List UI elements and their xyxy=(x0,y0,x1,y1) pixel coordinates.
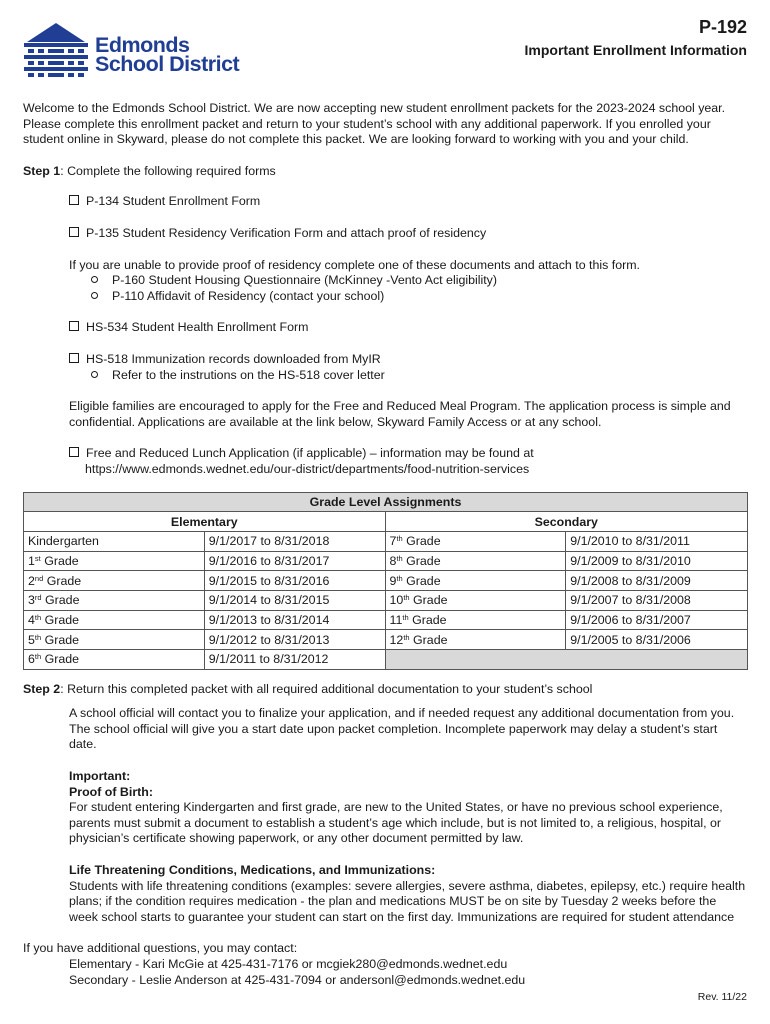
intro-paragraph: Welcome to the Edmonds School District. We are now accepting new student enrollment packets for the 2023-2024 school year. Please complete this enrollment packet and return to your student’s school with any additional paperwork. If you enrolled your student online in Skyward, please do not complete this packet. We are looking forward to working with you and your child. xyxy=(23,101,726,147)
table-row xyxy=(24,590,748,610)
residency-option-label: P-110 Affidavit of Residency (contact your school) xyxy=(112,288,385,303)
checklist-item-p135 xyxy=(69,226,748,242)
date-cell: 9/1/2016 to 8/31/2017 xyxy=(204,551,385,571)
step1-label: Step 1 xyxy=(23,163,61,178)
grade-cell: 12th Grade xyxy=(385,630,566,650)
hs518-note xyxy=(91,368,748,384)
page-title: Important Enrollment Information xyxy=(524,42,747,58)
grade-cell: Kindergarten xyxy=(24,531,205,551)
bullet-circle-icon xyxy=(91,276,98,283)
checklist-label: HS-534 Student Health Enrollment Form xyxy=(86,320,309,335)
secondary-header: Secondary xyxy=(385,512,747,532)
residency-option xyxy=(91,273,748,289)
date-cell: 9/1/2008 to 8/31/2009 xyxy=(566,571,748,591)
step1-text: : Complete the following required forms xyxy=(60,163,276,178)
document-body xyxy=(23,101,748,988)
step2-text: : Return this completed packet with all required additional documentation to your student’s school xyxy=(60,681,593,696)
empty-cell xyxy=(385,650,747,670)
date-cell: 9/1/2013 to 8/31/2014 xyxy=(204,610,385,630)
grade-cell: 6th Grade xyxy=(24,650,205,670)
checklist-label: HS-518 Immunization records downloaded from MyIR xyxy=(86,351,381,366)
table-row xyxy=(24,531,748,551)
checkbox-icon xyxy=(69,321,79,331)
contact-secondary: Secondary - Leslie Anderson at 425-431-7094 or andersonl@edmonds.wednet.edu xyxy=(69,972,526,987)
checkbox-icon xyxy=(69,447,79,457)
grade-cell: 8th Grade xyxy=(385,551,566,571)
logo-wordmark xyxy=(95,33,240,76)
grade-cell: 1st Grade xyxy=(24,551,205,571)
date-cell: 9/1/2017 to 8/31/2018 xyxy=(204,531,385,551)
proof-of-birth-heading: Proof of Birth: xyxy=(69,784,153,799)
elementary-header: Elementary xyxy=(24,512,386,532)
date-cell: 9/1/2014 to 8/31/2015 xyxy=(204,590,385,610)
date-cell: 9/1/2006 to 8/31/2007 xyxy=(566,610,748,630)
contact-elementary: Elementary - Kari McGie at 425-431-7176 or mcgiek280@edmonds.wednet.edu xyxy=(69,957,508,971)
residency-note: If you are unable to provide proof of residency complete one of these documents and attach to this form. xyxy=(69,257,640,272)
grade-cell: 2nd Grade xyxy=(24,571,205,591)
logo-line-1: Edmonds xyxy=(95,33,190,57)
date-cell: 9/1/2011 to 8/31/2012 xyxy=(204,650,385,670)
grade-cell: 4th Grade xyxy=(24,610,205,630)
step2-label: Step 2 xyxy=(23,681,61,696)
hs518-note-label: Refer to the instrutions on the HS-518 cover letter xyxy=(112,367,385,382)
district-logo xyxy=(23,22,263,78)
lunch-url[interactable]: https://www.edmonds.wednet.edu/our-district/departments/food-nutrition-services xyxy=(85,461,530,476)
form-number: P-192 xyxy=(698,17,747,37)
residency-option xyxy=(91,289,748,305)
bullet-circle-icon xyxy=(91,371,98,378)
date-cell: 9/1/2015 to 8/31/2016 xyxy=(204,571,385,591)
table-row xyxy=(24,571,748,591)
proof-of-birth-text: For student entering Kindergarten and first grade, are new to the United States, or have no previous school experience, parents must submit a document to establish a student’s age which include, but is not limited to, a religious, hospital, or physician’s certificate showing paperwork, or any other document permitted by law. xyxy=(69,800,723,846)
important-heading: Important: xyxy=(69,769,131,784)
grade-cell: 7th Grade xyxy=(385,531,566,551)
life-threatening-heading: Life Threatening Conditions, Medications, and Immunizations: xyxy=(69,863,436,878)
step2-heading xyxy=(23,682,748,698)
table-title: Grade Level Assignments xyxy=(24,492,748,512)
date-cell: 9/1/2005 to 8/31/2006 xyxy=(566,630,748,650)
grade-level-table xyxy=(23,492,748,670)
table-row xyxy=(24,650,748,670)
checkbox-icon xyxy=(69,195,79,205)
step1-heading xyxy=(23,164,748,180)
step2-note: A school official will contact you to finalize your application, and if needed request any additional documentation from you. The school official will give you a start date upon packet completion. Incomplete paperwork may delay a student’s start date. xyxy=(69,706,735,752)
date-cell: 9/1/2007 to 8/31/2008 xyxy=(566,590,748,610)
checklist-item-p134 xyxy=(69,194,748,210)
checklist-item-hs534 xyxy=(69,320,748,336)
checkbox-icon xyxy=(69,353,79,363)
table-row xyxy=(24,610,748,630)
table-row xyxy=(24,630,748,650)
grade-cell: 11th Grade xyxy=(385,610,566,630)
life-threatening-text: Students with life threatening conditions (examples: severe allergies, severe asthma, diabetes, epilepsy, etc.) require health plans; if the condition requires medication - the plan and medications MUST be on site by Tuesday 2 weeks before the week school starts to guarantee your student can start on the first day. Immunizations are required for student attendance xyxy=(69,878,746,924)
grade-cell: 3rd Grade xyxy=(24,590,205,610)
checklist-label: P-134 Student Enrollment Form xyxy=(86,194,261,209)
revision-label: Rev. 11/22 xyxy=(697,991,747,1003)
grade-cell: 5th Grade xyxy=(24,630,205,650)
logo-line-2: School District xyxy=(95,52,240,76)
checkbox-icon xyxy=(69,227,79,237)
date-cell: 9/1/2009 to 8/31/2010 xyxy=(566,551,748,571)
table-row xyxy=(24,551,748,571)
district-logo-icon xyxy=(23,22,89,78)
meal-program-note: Eligible families are encouraged to apply for the Free and Reduced Meal Program. The application process is simple and confidential. Applications are available at the link below, Skyward Family Access or at any school. xyxy=(69,399,731,429)
checklist-label: P-135 Student Residency Verification Form and attach proof of residency xyxy=(86,225,487,240)
checklist-item-hs518 xyxy=(69,352,748,368)
grade-cell: 9th Grade xyxy=(385,571,566,591)
date-cell: 9/1/2012 to 8/31/2013 xyxy=(204,630,385,650)
residency-option-label: P-160 Student Housing Questionnaire (McKinney -Vento Act eligibility) xyxy=(112,273,498,288)
contact-intro: If you have additional questions, you may contact: xyxy=(23,941,298,956)
date-cell: 9/1/2010 to 8/31/2011 xyxy=(566,531,748,551)
checklist-label: Free and Reduced Lunch Application (if applicable) – information may be found at xyxy=(86,446,534,461)
bullet-circle-icon xyxy=(91,292,98,299)
checklist-item-lunch xyxy=(69,446,748,462)
grade-cell: 10th Grade xyxy=(385,590,566,610)
